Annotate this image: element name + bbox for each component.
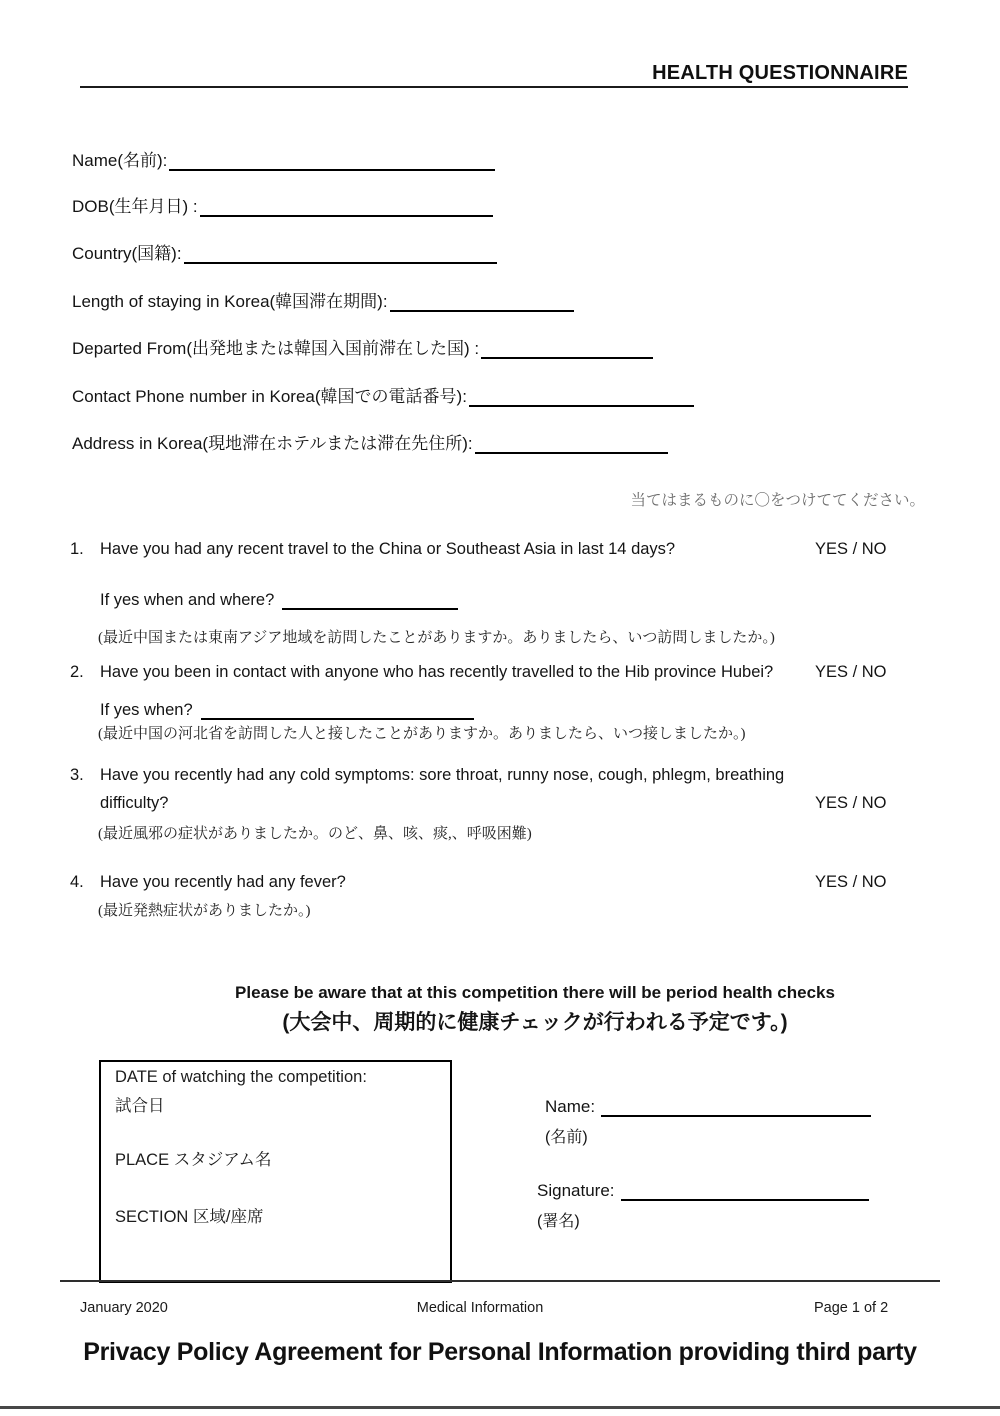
header (80, 62, 908, 88)
competition-info-box (99, 1060, 452, 1283)
address-field-label: Address in Korea(現地滞在ホテルまたは滞在先住所): (72, 434, 473, 453)
page-title: HEALTH QUESTIONNAIRE (652, 62, 908, 84)
question-1-followup-row (100, 589, 458, 610)
question-1-text: Have you had any recent travel to the China or Southeast Asia in last 14 days? (100, 540, 676, 558)
health-check-notice-en: Please be aware that at this competition there will be period health checks (235, 983, 835, 1002)
question-2-blank-line (201, 699, 474, 720)
signature-row (537, 1180, 869, 1201)
length-of-stay-field-label: Length of staying in Korea(韓国滞在期間): (72, 292, 388, 311)
length-of-stay-blank-line (390, 291, 574, 312)
length-of-stay-field-row (72, 287, 574, 312)
sign-name-label: Name: (545, 1097, 596, 1116)
signature-label-jp: (署名) (537, 1213, 580, 1230)
name-field-row (72, 146, 495, 171)
question-2-followup-label: If yes when? (100, 701, 193, 719)
question-3-number: 3. (70, 766, 84, 784)
address-blank-line (475, 433, 668, 454)
dob-field-row (72, 192, 493, 217)
address-field-row (72, 429, 668, 454)
question-4-number: 4. (70, 873, 84, 891)
name-field-label: Name(名前): (72, 151, 168, 170)
country-field-row (72, 239, 497, 264)
signature-blank-line (621, 1180, 869, 1201)
question-4-note-jp: (最近発熱症状がありましたか。) (98, 903, 311, 919)
question-3-text-line2: difficulty? (100, 794, 169, 812)
footer-date: January 2020 (80, 1300, 168, 1316)
departed-from-field-label: Departed From(出発地または韓国入国前滞在した国) : (72, 339, 480, 358)
contact-phone-field-row (72, 382, 694, 407)
watch-date-label-jp: 試合日 (115, 1097, 165, 1115)
country-blank-line (184, 243, 497, 264)
question-1-followup-label: If yes when and where? (100, 591, 275, 609)
sign-name-row (545, 1096, 871, 1117)
question-1-number: 1. (70, 540, 84, 558)
question-2-followup-row (100, 699, 474, 720)
question-4-yesno: YES / NO (815, 873, 887, 891)
question-4-text: Have you recently had any fever? (100, 873, 346, 891)
circle-instruction-jp: 当てはまるものに〇をつけててください。 (630, 492, 925, 509)
question-2-text: Have you been in contact with anyone who has recently travelled to the Hib province Hubei? (100, 663, 774, 681)
country-field-label: Country(国籍): (72, 244, 182, 263)
sign-name-label-jp: (名前) (545, 1129, 588, 1146)
question-3-yesno: YES / NO (815, 794, 887, 812)
question-3-note-jp: (最近風邪の症状がありましたか。のど、鼻、咳、痰,、呼吸困難) (98, 826, 532, 842)
question-1-yesno: YES / NO (815, 540, 887, 558)
footer-divider (60, 1280, 940, 1282)
footer-doc-type: Medical Information (416, 1300, 544, 1316)
question-2-note-jp: (最近中国の河北省を訪問した人と接したことがありますか。ありましたら、いつ接しましたか。) (98, 726, 746, 742)
footer-page-number: Page 1 of 2 (814, 1300, 889, 1316)
sign-name-blank-line (601, 1096, 871, 1117)
question-1-blank-line (282, 589, 458, 610)
place-label: PLACE スタジアム名 (115, 1151, 272, 1169)
section-label: SECTION 区域/座席 (115, 1208, 264, 1226)
dob-blank-line (200, 196, 493, 217)
page-edge-divider (0, 1406, 1000, 1409)
contact-phone-field-label: Contact Phone number in Korea(韓国での電話番号): (72, 387, 467, 406)
name-blank-line (169, 150, 495, 171)
question-2-number: 2. (70, 663, 84, 681)
health-check-notice-jp: (大会中、周期的に健康チェックが行われる予定です。) (282, 1011, 788, 1034)
dob-field-label: DOB(生年月日) : (72, 197, 198, 216)
signature-label: Signature: (537, 1181, 615, 1200)
departed-from-blank-line (481, 338, 653, 359)
question-2-yesno: YES / NO (815, 663, 887, 681)
departed-from-field-row (72, 334, 653, 359)
contact-phone-blank-line (469, 386, 694, 407)
question-1-note-jp: (最近中国または東南アジア地域を訪問したことがありますか。ありましたら、いつ訪問しましたか。) (98, 630, 775, 646)
next-page-title: Privacy Policy Agreement for Personal Information providing third party (83, 1338, 917, 1366)
question-3-text-line1: Have you recently had any cold symptoms: sore throat, runny nose, cough, phlegm, breathing (100, 766, 785, 784)
watch-date-label: DATE of watching the competition: (115, 1068, 367, 1086)
